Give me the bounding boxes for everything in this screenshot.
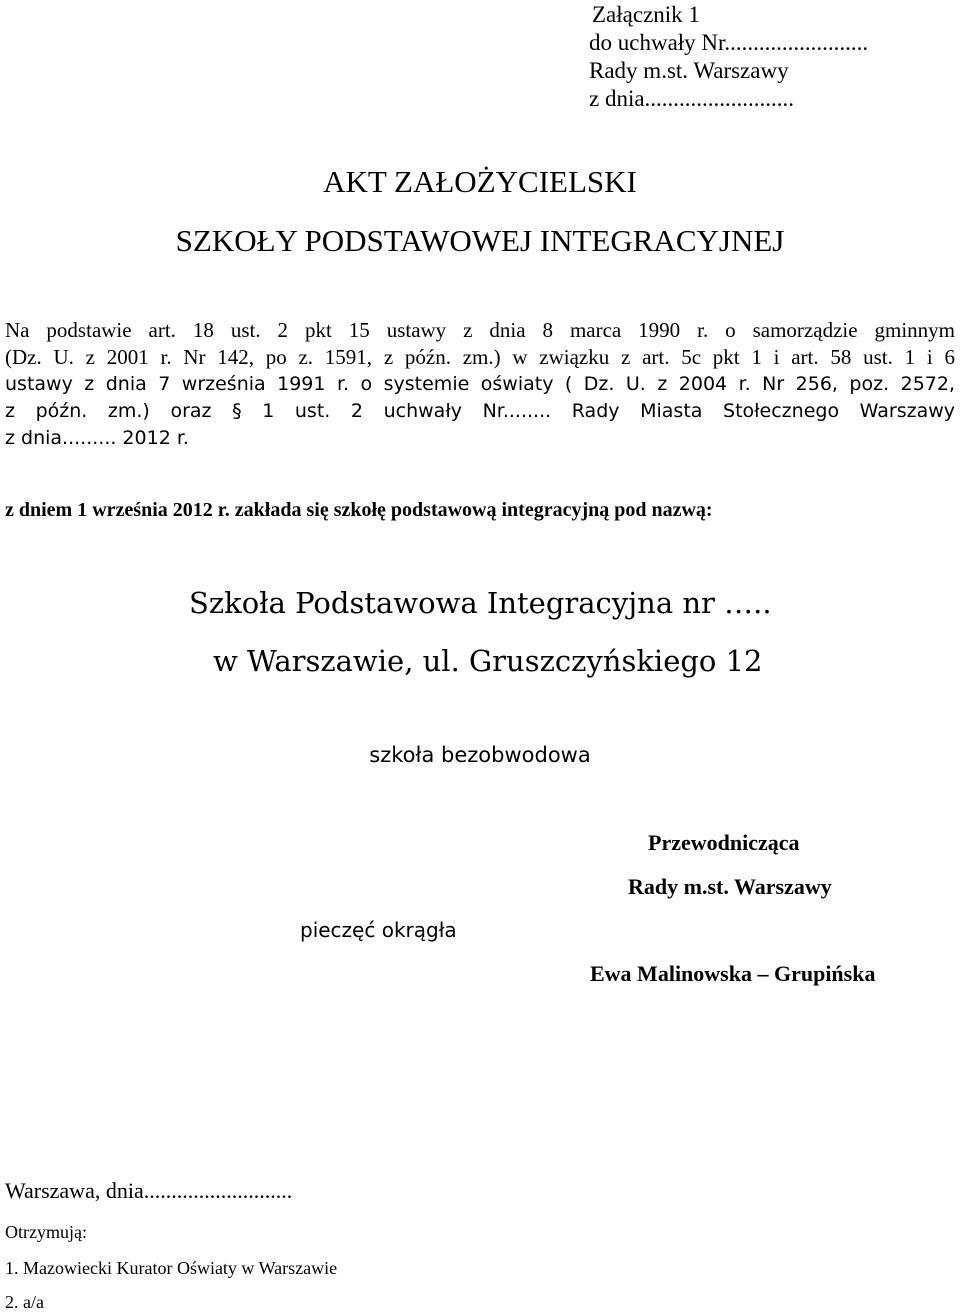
founding-statement: z dniem 1 września 2012 r. zakłada się szkołę podstawową integracyjną pod nazwą: xyxy=(5,499,713,521)
document-title-line-2: SZKOŁY PODSTAWOWEJ INTEGRACYJNEJ xyxy=(175,223,785,258)
signature-body: Rady m.st. Warszawy xyxy=(628,874,832,899)
legal-basis-line-1: Na podstawie art. 18 ust. 2 pkt 15 ustawy z dnia 8 marca 1990 r. o samorządzie gminnym xyxy=(5,318,955,342)
recipient-1: 1. Mazowiecki Kurator Oświaty w Warszawie xyxy=(5,1258,338,1278)
school-name: Szkoła Podstawowa Integracyjna nr ….. xyxy=(189,586,772,620)
legal-basis-line-4: z późn. zm.) oraz § 1 ust. 2 uchwały Nr........ Rady Miasta Stołecznego Warszawy xyxy=(5,400,955,422)
school-type: szkoła bezobwodowa xyxy=(369,743,591,767)
annex-line-3: Rady m.st. Warszawy xyxy=(589,58,789,83)
recipients-label: Otrzymują: xyxy=(5,1222,87,1242)
legal-basis-line-3: ustawy z dnia 7 września 1991 r. o systemie oświaty ( Dz. U. z 2004 r. Nr 256, poz. 2572, xyxy=(5,373,955,395)
stamp-placeholder: pieczęć okrągła xyxy=(300,918,457,942)
recipient-2: 2. a/a xyxy=(5,1292,44,1312)
school-address: w Warszawie, ul. Gruszczyńskiego 12 xyxy=(213,644,763,678)
annex-line-4: z dnia.......................... xyxy=(589,86,795,111)
legal-basis-line-2: (Dz. U. z 2001 r. Nr 142, po z. 1591, z późn. zm.) w związku z art. 5c pkt 1 i art. 58 ust. 1 i 6 xyxy=(5,345,955,369)
document-title-line-1: AKT ZAŁOŻYCIELSKI xyxy=(323,164,637,199)
signature-role: Przewodnicząca xyxy=(648,830,800,855)
legal-basis-paragraph xyxy=(5,317,955,452)
annex-line-2: do uchwały Nr......................... xyxy=(589,30,869,55)
annex-line-1: Załącznik 1 xyxy=(592,2,700,27)
legal-basis-line-5: z dnia......... 2012 r. xyxy=(5,427,189,449)
signature-name: Ewa Malinowska – Grupińska xyxy=(590,961,876,986)
place-and-date: Warszawa, dnia........................... xyxy=(5,1178,293,1203)
